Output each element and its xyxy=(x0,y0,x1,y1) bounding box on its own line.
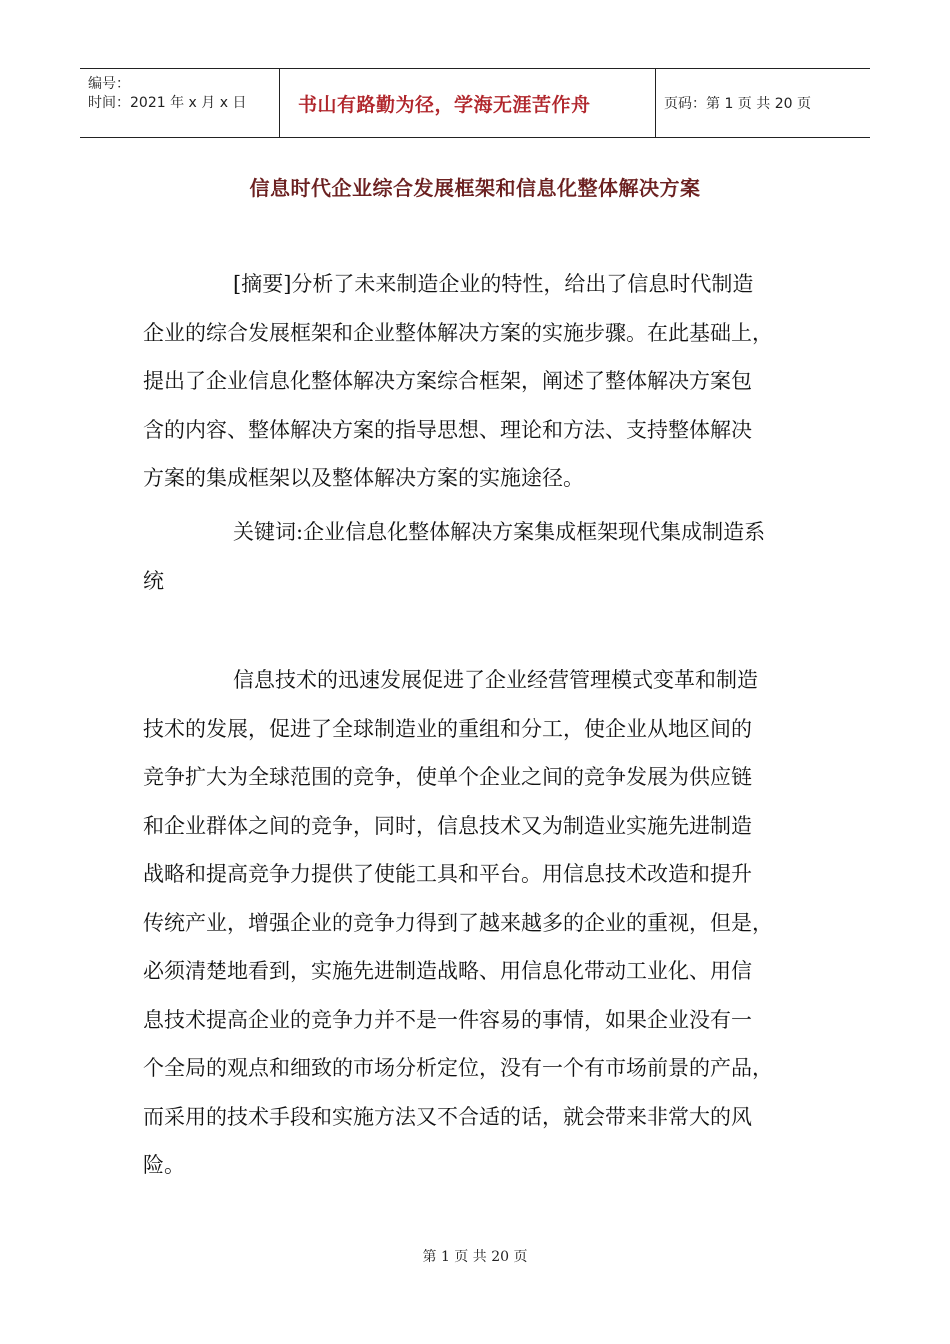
abstract-line: [摘要]分析了未来制造企业的特性，给出了信息时代制造 xyxy=(233,272,754,296)
header-table xyxy=(80,68,870,138)
abstract-line: 企业的综合发展框架和企业整体解决方案的实施步骤。在此基础上， xyxy=(143,320,773,345)
abstract-paragraph xyxy=(143,260,808,503)
body-line: 传统产业，增强企业的竞争力得到了越来越多的企业的重视，但是， xyxy=(143,910,773,935)
document-title: 信息时代企业综合发展框架和信息化整体解决方案 xyxy=(249,176,701,200)
body-line: 战略和提高竞争力提供了使能工具和平台。用信息技术改造和提升 xyxy=(143,862,752,886)
abstract-line: 提出了企业信息化整体解决方案综合框架，阐述了整体解决方案包 xyxy=(143,369,752,393)
abstract-line: 含的内容、整体解决方案的指导思想、理论和方法、支持整体解决 xyxy=(143,417,752,442)
header-meta-cell xyxy=(80,69,280,137)
body-line: 险。 xyxy=(143,1153,185,1177)
keywords-line: 统 xyxy=(143,568,164,593)
body-line: 息技术提高企业的竞争力并不是一件容易的事情，如果企业没有一 xyxy=(143,1007,752,1032)
body-line: 个全局的观点和细致的市场分析定位，没有一个有市场前景的产品， xyxy=(143,1056,773,1080)
keywords-paragraph xyxy=(143,508,808,605)
document-date-label: 时间：2021 年 x 月 x 日 xyxy=(88,95,247,111)
header-motto: 书山有路勤为径，学海无涯苦作舟 xyxy=(280,69,656,137)
header-page-label: 页码：第 1 页 共 20 页 xyxy=(664,96,811,112)
body-line: 必须清楚地看到，实施先进制造战略、用信息化带动工业化、用信 xyxy=(143,959,752,983)
body-line: 竞争扩大为全球范围的竞争，使单个企业之间的竞争发展为供应链 xyxy=(143,765,752,789)
body-line: 技术的发展，促进了全球制造业的重组和分工，使企业从地区间的 xyxy=(143,716,752,741)
page-footer: 第 1 页 共 20 页 xyxy=(422,1249,528,1265)
abstract-line: 方案的集成框架以及整体解决方案的实施途径。 xyxy=(143,466,584,490)
document-number-label: 编号： xyxy=(88,76,130,92)
body-line: 信息技术的迅速发展促进了企业经营管理模式变革和制造 xyxy=(233,668,758,692)
body-paragraph xyxy=(143,656,808,1190)
body-line: 和企业群体之间的竞争，同时，信息技术又为制造业实施先进制造 xyxy=(143,813,752,838)
body-line: 而采用的技术手段和实施方法又不合适的话，就会带来非常大的风 xyxy=(143,1104,752,1129)
keywords-line: 关键词:企业信息化整体解决方案集成框架现代集成制造系 xyxy=(233,520,766,544)
